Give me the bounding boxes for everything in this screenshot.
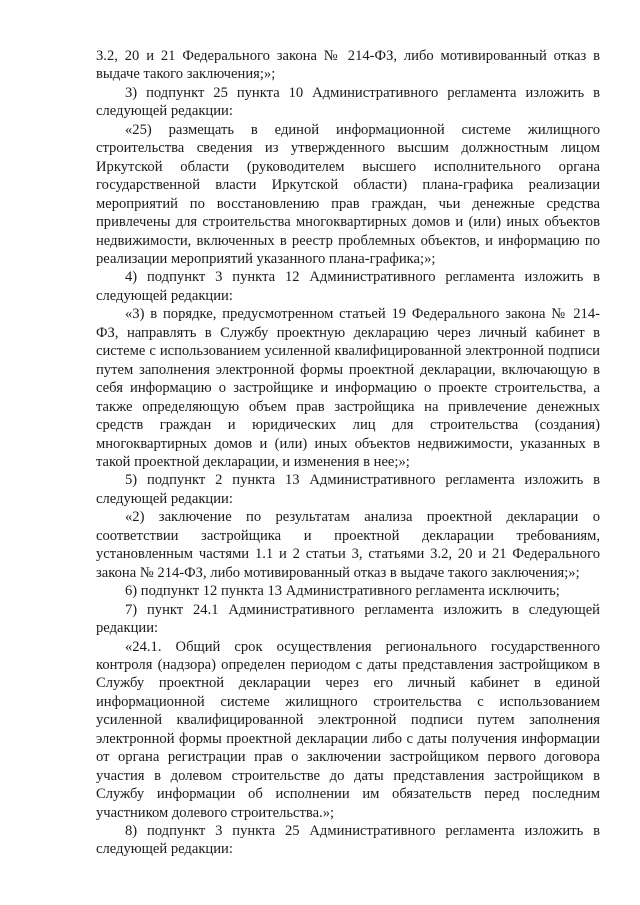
paragraph-item-3: 3) подпункт 25 пункта 10 Административного регламента изложить в следующей редакции: [96,84,600,120]
paragraph-item-8: 8) подпункт 3 пункта 25 Административного регламента изложить в следующей редакции: [96,823,600,858]
paragraph-item-6: 6) подпункт 12 пункта 13 Административного регламента исключить; [125,583,560,600]
paragraph-item-4: 4) подпункт 3 пункта 12 Административного регламента изложить в следующей редакции: [96,269,600,304]
document-page [96,47,600,859]
paragraph-quote-2: «2) заключение по результатам анализа проектной декларации о соответствии застройщика и проектной декларации требованиям, установленным частями 1.1 и 2 статьи 3, статьями 3.2, 20 и 21 Федерального закона № 214-ФЗ, либо мотивированный отказ в выдаче такого заключения;»; [96,509,600,581]
paragraph-quote-25: «25) размещать в единой информационной системе жилищного строительства сведения из утвержденного высшим должностным лицом Иркутской области (руководителем высшего исполнительного органа государственной власти Иркутской области) плана-графика реализации мероприятий по восстановлению прав граждан, чьи денежные средства привлечены для строительства многоквартирных домов и (или) иных объектов недвижимости, включенных в реестр проблемных объектов, и информацию по реализации мероприятий указанного плана-графика;»; [96,121,600,267]
paragraph-quote-24-1: «24.1. Общий срок осуществления регионального государственного контроля (надзора) определен периодом с даты представления застройщиком в Службу проектной декларации через его личный кабинет в единой информационной системе жилищного строительства с использованием усиленной квалифицированной электронной подписи путем заполнения электронной формы проектной декларации либо с даты получения информации от органа регистрации прав о заключении застройщиком первого договора участия в долевом строительстве до даты представления застройщиком в Службу информации об исполнении им обязательств перед последним участником долевого строительства.»; [96,638,600,821]
paragraph-continuation: 3.2, 20 и 21 Федерального закона № 214-ФЗ, либо мотивированный отказ в выдаче такого заключения;»; [96,48,600,83]
paragraph-item-5: 5) подпункт 2 пункта 13 Административного регламента изложить в следующей редакции: [96,472,600,507]
paragraph-quote-3: «3) в порядке, предусмотренном статьей 19 Федерального закона № 214-ФЗ, направлять в Службу проектную декларацию через личный кабинет в системе с использованием усиленной квалифицированной электронной подписи путем заполнения электронной формы проектной декларации, включающую в себя информацию о застройщике и информацию о проекте строительства, а также определяющую объем прав застройщика на привлечение денежных средств граждан и юридических лиц для строительства (создания) многоквартирных домов и (или) иных объектов недвижимости, указанных в такой проектной декларации, и изменения в нее;»; [96,306,600,470]
paragraph-item-7: 7) пункт 24.1 Административного регламента изложить в следующей редакции: [96,601,600,637]
